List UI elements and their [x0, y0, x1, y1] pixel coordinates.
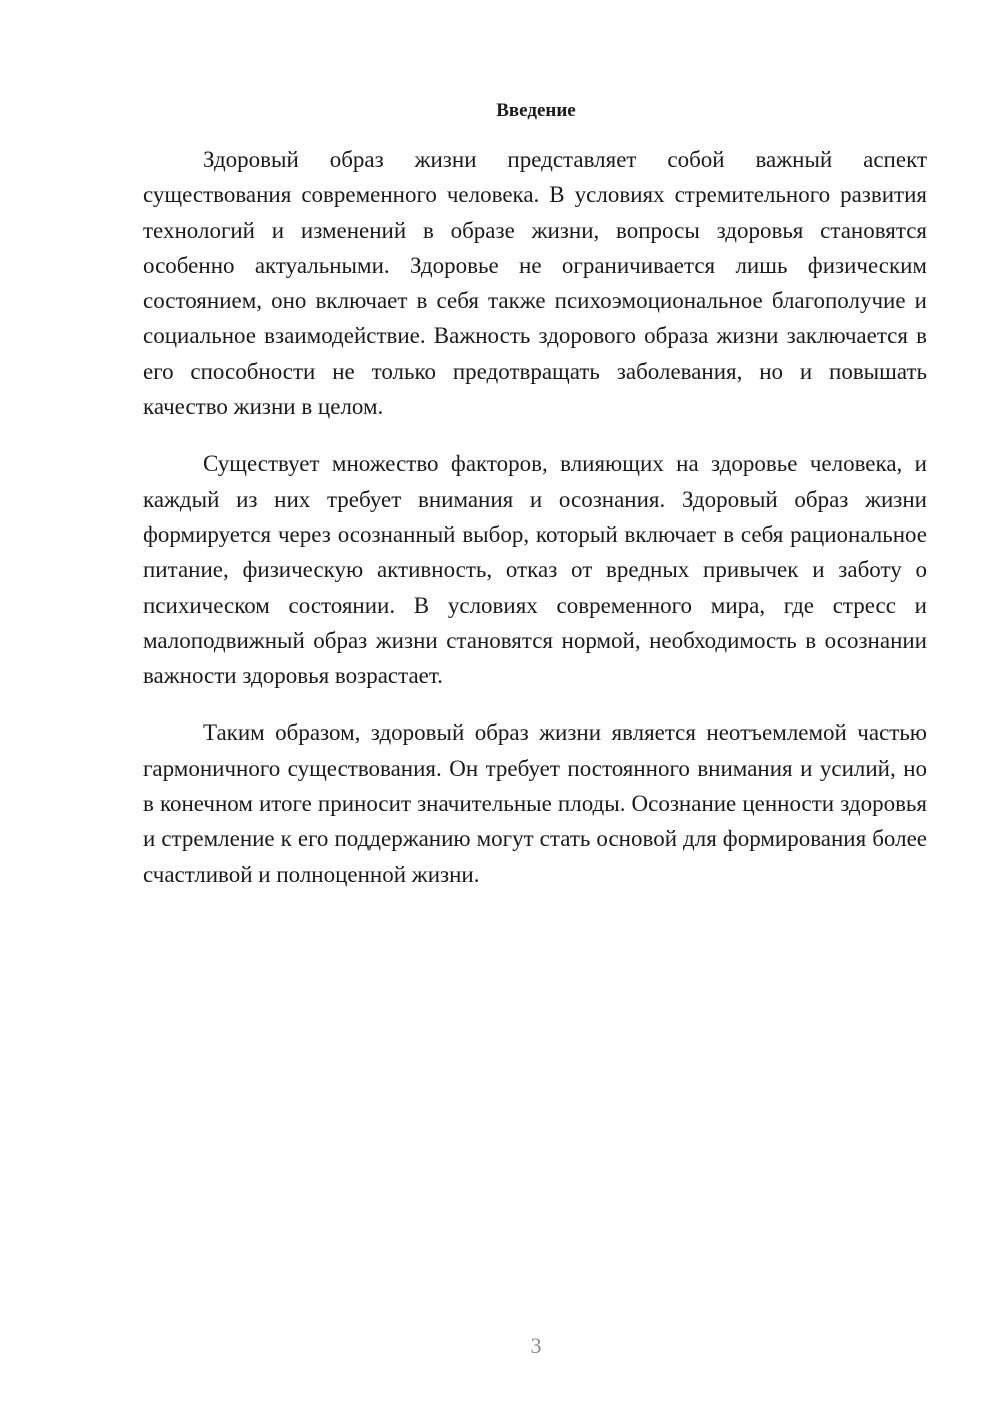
- paragraph-3: Таким образом, здоровый образ жизни является неотъемлемой частью гармоничного существования. Он требует постоянного внимания и усилий, но в конечном итоге приносит значительные плоды. Осознание ценности здоровья и стремление к его поддержанию могут стать основой для формирования более счастливой и полноценной жизни.: [143, 720, 927, 887]
- page-content: [143, 96, 927, 892]
- paragraph-1: Здоровый образ жизни представляет собой важный аспект существования современного человека. В условиях стремительного развития технологий и изменений в образе жизни, вопросы здоровья становятся особенно актуальными. Здоровье не ограничивается лишь физическим состоянием, оно включает в себя также психоэмоциональное благополучие и социальное взаимодействие. Важность здорового образа жизни заключается в его способности не только предотвращать заболевания, но и повышать качество жизни в целом.: [143, 147, 927, 420]
- page-number: 3: [530, 1333, 542, 1358]
- paragraph-2: Существует множество факторов, влияющих на здоровье человека, и каждый из них требует внимания и осознания. Здоровый образ жизни формируется через осознанный выбор, который включает в себя рациональное питание, физическую активность, отказ от вредных привычек и заботу о психическом состоянии. В условиях современного мира, где стресс и малоподвижный образ жизни становятся нормой, необходимость в осознании важности здоровья возрастает.: [143, 451, 927, 689]
- section-heading: Введение: [496, 100, 576, 121]
